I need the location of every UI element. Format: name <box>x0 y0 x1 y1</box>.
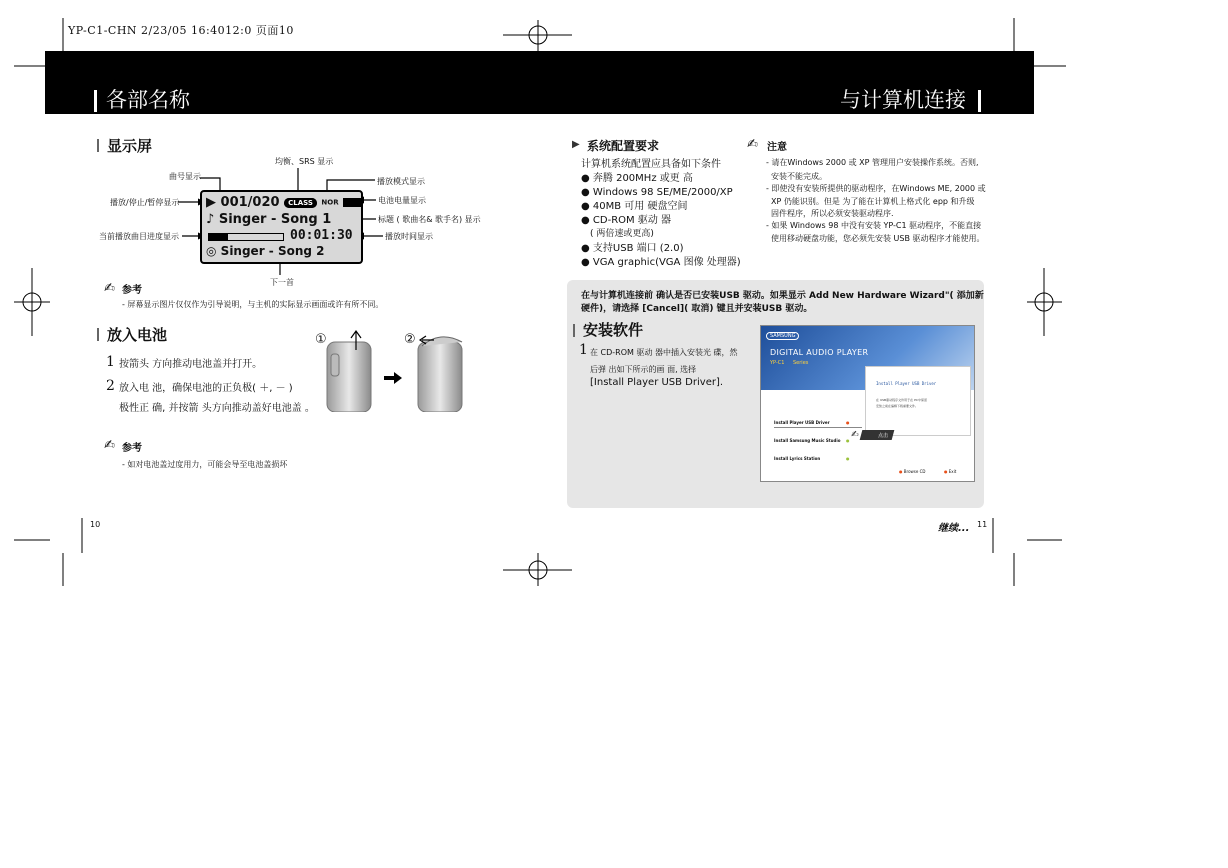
notice-line: 安装不能完成。 <box>771 172 827 181</box>
section-marker <box>573 324 575 337</box>
class-badge: CLASS <box>284 198 317 208</box>
bullet-icon: ● <box>899 469 903 474</box>
label-eq-srs: 均衡、SRS 显示 <box>275 157 334 166</box>
play-icon: ▶ <box>206 195 216 210</box>
usb-note-line2: 硬件)，请选择 [Cancel]( 取消) 键且并安装USB 驱动。 <box>581 304 813 314</box>
requirement-text: VGA graphic(VGA 图像 处理器) <box>592 257 741 268</box>
requirement-item <box>581 242 684 255</box>
requirement-item <box>581 200 687 213</box>
click-label: 点击 <box>878 433 889 439</box>
battery-icon <box>343 198 361 207</box>
notice-line: - 如果 Windows 98 中没有安装 YP-C1 驱动程序，不能直接 <box>766 221 982 230</box>
battery-illustration <box>322 328 467 412</box>
bullet-icon: ● <box>581 187 593 198</box>
requirement-text: 40MB 可用 硬盘空间 <box>592 201 688 212</box>
lcd-row-song1 <box>206 212 331 227</box>
next-song-title: Singer - Song 2 <box>220 244 325 258</box>
cursor-icon: ✍ <box>851 430 859 440</box>
label-track-no: 曲号显示 <box>169 172 201 181</box>
requirement-text: Windows 98 SE/ME/2000/XP <box>592 187 733 198</box>
note-pencil-icon: ✍ <box>104 281 115 296</box>
left-header-title: 各部名称 <box>106 88 190 112</box>
lcd-row-track <box>206 195 361 210</box>
installer-menu-item[interactable] <box>774 420 854 425</box>
page-number-left: 10 <box>90 520 101 529</box>
installer-title: DIGITAL AUDIO PLAYER <box>770 348 869 357</box>
step-number: 2 <box>106 378 115 394</box>
label-play-pause: 播放/停止/暂停显示 <box>110 198 180 207</box>
label-next: 下一首 <box>270 278 294 287</box>
installer-series: Series <box>793 360 809 366</box>
notice-line: - 请在Windows 2000 或 XP 管理用户安装操作系统。否则, <box>766 158 979 167</box>
label-battery: 电池电量显示 <box>378 196 426 205</box>
panel-text: 在 USB驱动程序文件用于在 PC中保留 <box>876 398 927 402</box>
lcd-row-song2 <box>206 244 325 258</box>
installer-menu-item[interactable] <box>774 438 854 443</box>
note-title: 参考 <box>122 443 142 454</box>
install-step-line2: 后弹 出如下所示的画 面, 选择 <box>590 365 697 374</box>
battery-step-2a: 放入电 池，确保电池的正负极( ＋, － ) <box>119 383 293 394</box>
note-text: - 如对电池盖过度用力，可能会导至电池盖损坏 <box>122 460 288 469</box>
installer-menu-label: Install Player USB Driver <box>774 420 830 425</box>
panel-text: 安装之前在编辑下载重要文件。 <box>876 404 919 408</box>
installer-model: YP-C1 <box>770 360 785 366</box>
install-step-line3: [Install Player USB Driver]. <box>590 377 724 388</box>
bullet-icon: ● <box>581 201 593 212</box>
click-callout <box>860 430 895 440</box>
battery-step-1: 按箭头 方向推动电池盖并打开。 <box>119 359 263 370</box>
label-play-mode: 播放模式显示 <box>377 177 425 186</box>
continue-text: 继续... <box>938 523 970 534</box>
requirement-item <box>581 256 741 269</box>
exit-label: Exit <box>948 469 957 474</box>
bullet-icon: ● <box>581 173 593 184</box>
requirement-text: 支持USB 端口 (2.0) <box>592 243 684 254</box>
step-circle-2: ② <box>404 332 416 347</box>
label-progress: 当前播放曲目进度显示 <box>99 232 179 241</box>
panel-title: Install Player USB Driver <box>876 381 937 386</box>
install-step-line1: 在 CD-ROM 驱动 器中插入安装光 碟，然 <box>590 348 738 357</box>
registration-mark-bottom <box>503 553 572 586</box>
installer-menu-item[interactable] <box>774 456 854 461</box>
requirement-item <box>581 172 693 185</box>
requirement-text: 奔腾 200MHz 或更 高 <box>592 173 693 184</box>
battery-section-title: 放入电池 <box>107 326 168 344</box>
requirement-text: CD-ROM 驱动 器 <box>592 215 672 226</box>
notice-line: 使用移动硬盘功能，您必须先安装 USB 驱动程序才能使用。 <box>771 234 985 243</box>
browse-cd-button[interactable] <box>899 469 926 474</box>
label-title: 标题 ( 歌曲名& 歌手名) 显示 <box>378 215 481 224</box>
brand-logo: SAMSUNG <box>766 332 799 340</box>
step-number: 1 <box>106 354 115 370</box>
song-title: Singer - Song 1 <box>218 212 332 227</box>
bullet-icon: ● <box>581 243 593 254</box>
exit-button[interactable] <box>944 469 956 474</box>
notice-line: XP 仍能识别。但是 为了能在计算机上格式化 epp 和升级 <box>771 197 975 206</box>
registration-mark-right <box>1027 268 1062 336</box>
triangle-icon: ▶ <box>572 139 580 150</box>
bullet-icon: ● <box>581 215 593 226</box>
music-note-icon: ♪ <box>206 212 215 227</box>
label-time: 播放时间显示 <box>385 232 433 241</box>
page-number-right: 11 <box>977 520 988 529</box>
progress-fill <box>209 234 228 240</box>
display-section-title: 显示屏 <box>107 137 153 155</box>
menu-bullet-icon: ● <box>846 420 850 425</box>
install-section-title: 安装软件 <box>583 321 644 339</box>
right-header-title: 与计算机连接 <box>840 88 966 112</box>
note-pencil-icon: ✍ <box>104 438 115 453</box>
requirement-item <box>581 214 671 227</box>
requirement-item <box>581 186 733 199</box>
notice-title: 注意 <box>767 142 787 153</box>
progress-bar <box>208 233 284 241</box>
next-icon: ◎ <box>206 244 217 258</box>
nor-badge: NOR <box>321 198 339 207</box>
notice-line: - 即使没有安装所提供的驱动程序，在Windows ME, 2000 或 <box>766 184 986 193</box>
notice-pencil-icon: ✍ <box>747 137 758 152</box>
requirements-title: 系统配置要求 <box>587 139 660 153</box>
print-header: YP-C1-CHN 2/23/05 16:4012:0 页面10 <box>68 24 294 37</box>
step-circle-1: ① <box>315 332 327 347</box>
installer-screenshot <box>760 325 975 482</box>
step-number: 1 <box>579 342 588 358</box>
menu-bullet-icon: ● <box>846 456 850 461</box>
bullet-icon: ● <box>581 257 593 268</box>
installer-menu-label: Install Samsung Music Studio <box>774 438 841 443</box>
track-counter: 001/020 <box>220 195 280 210</box>
menu-underline <box>774 427 862 428</box>
notice-line: 固件程序，所以必须安装驱动程序. <box>771 209 894 218</box>
usb-note-line1: 在与计算机连接前 确认是否已安装USB 驱动。如果显示 Add New Hardware Wizard"( 添加新 <box>581 291 984 301</box>
note-title: 参考 <box>122 285 142 296</box>
battery-step-2b: 极性正 确, 并按箭 头方向推动盖好电池盖 。 <box>119 403 315 414</box>
menu-bullet-icon: ● <box>846 438 850 443</box>
browse-label: Browse CD <box>903 469 926 474</box>
requirements-subtitle: 计算机系统配置应具备如下条件 <box>581 159 721 170</box>
header-bar-right <box>978 90 981 112</box>
note-text: - 屏幕显示图片仅仅作为引导说明，与主机的实际显示画面或许有所不同。 <box>122 300 384 309</box>
cdrom-note: ( 两倍速或更高) <box>590 229 654 239</box>
lcd-display <box>200 190 363 264</box>
elapsed-time: 00:01:30 <box>290 228 353 243</box>
section-marker <box>97 328 99 341</box>
bullet-icon: ● <box>944 469 948 474</box>
installer-menu-label: Install Lyrics Station <box>774 456 821 461</box>
